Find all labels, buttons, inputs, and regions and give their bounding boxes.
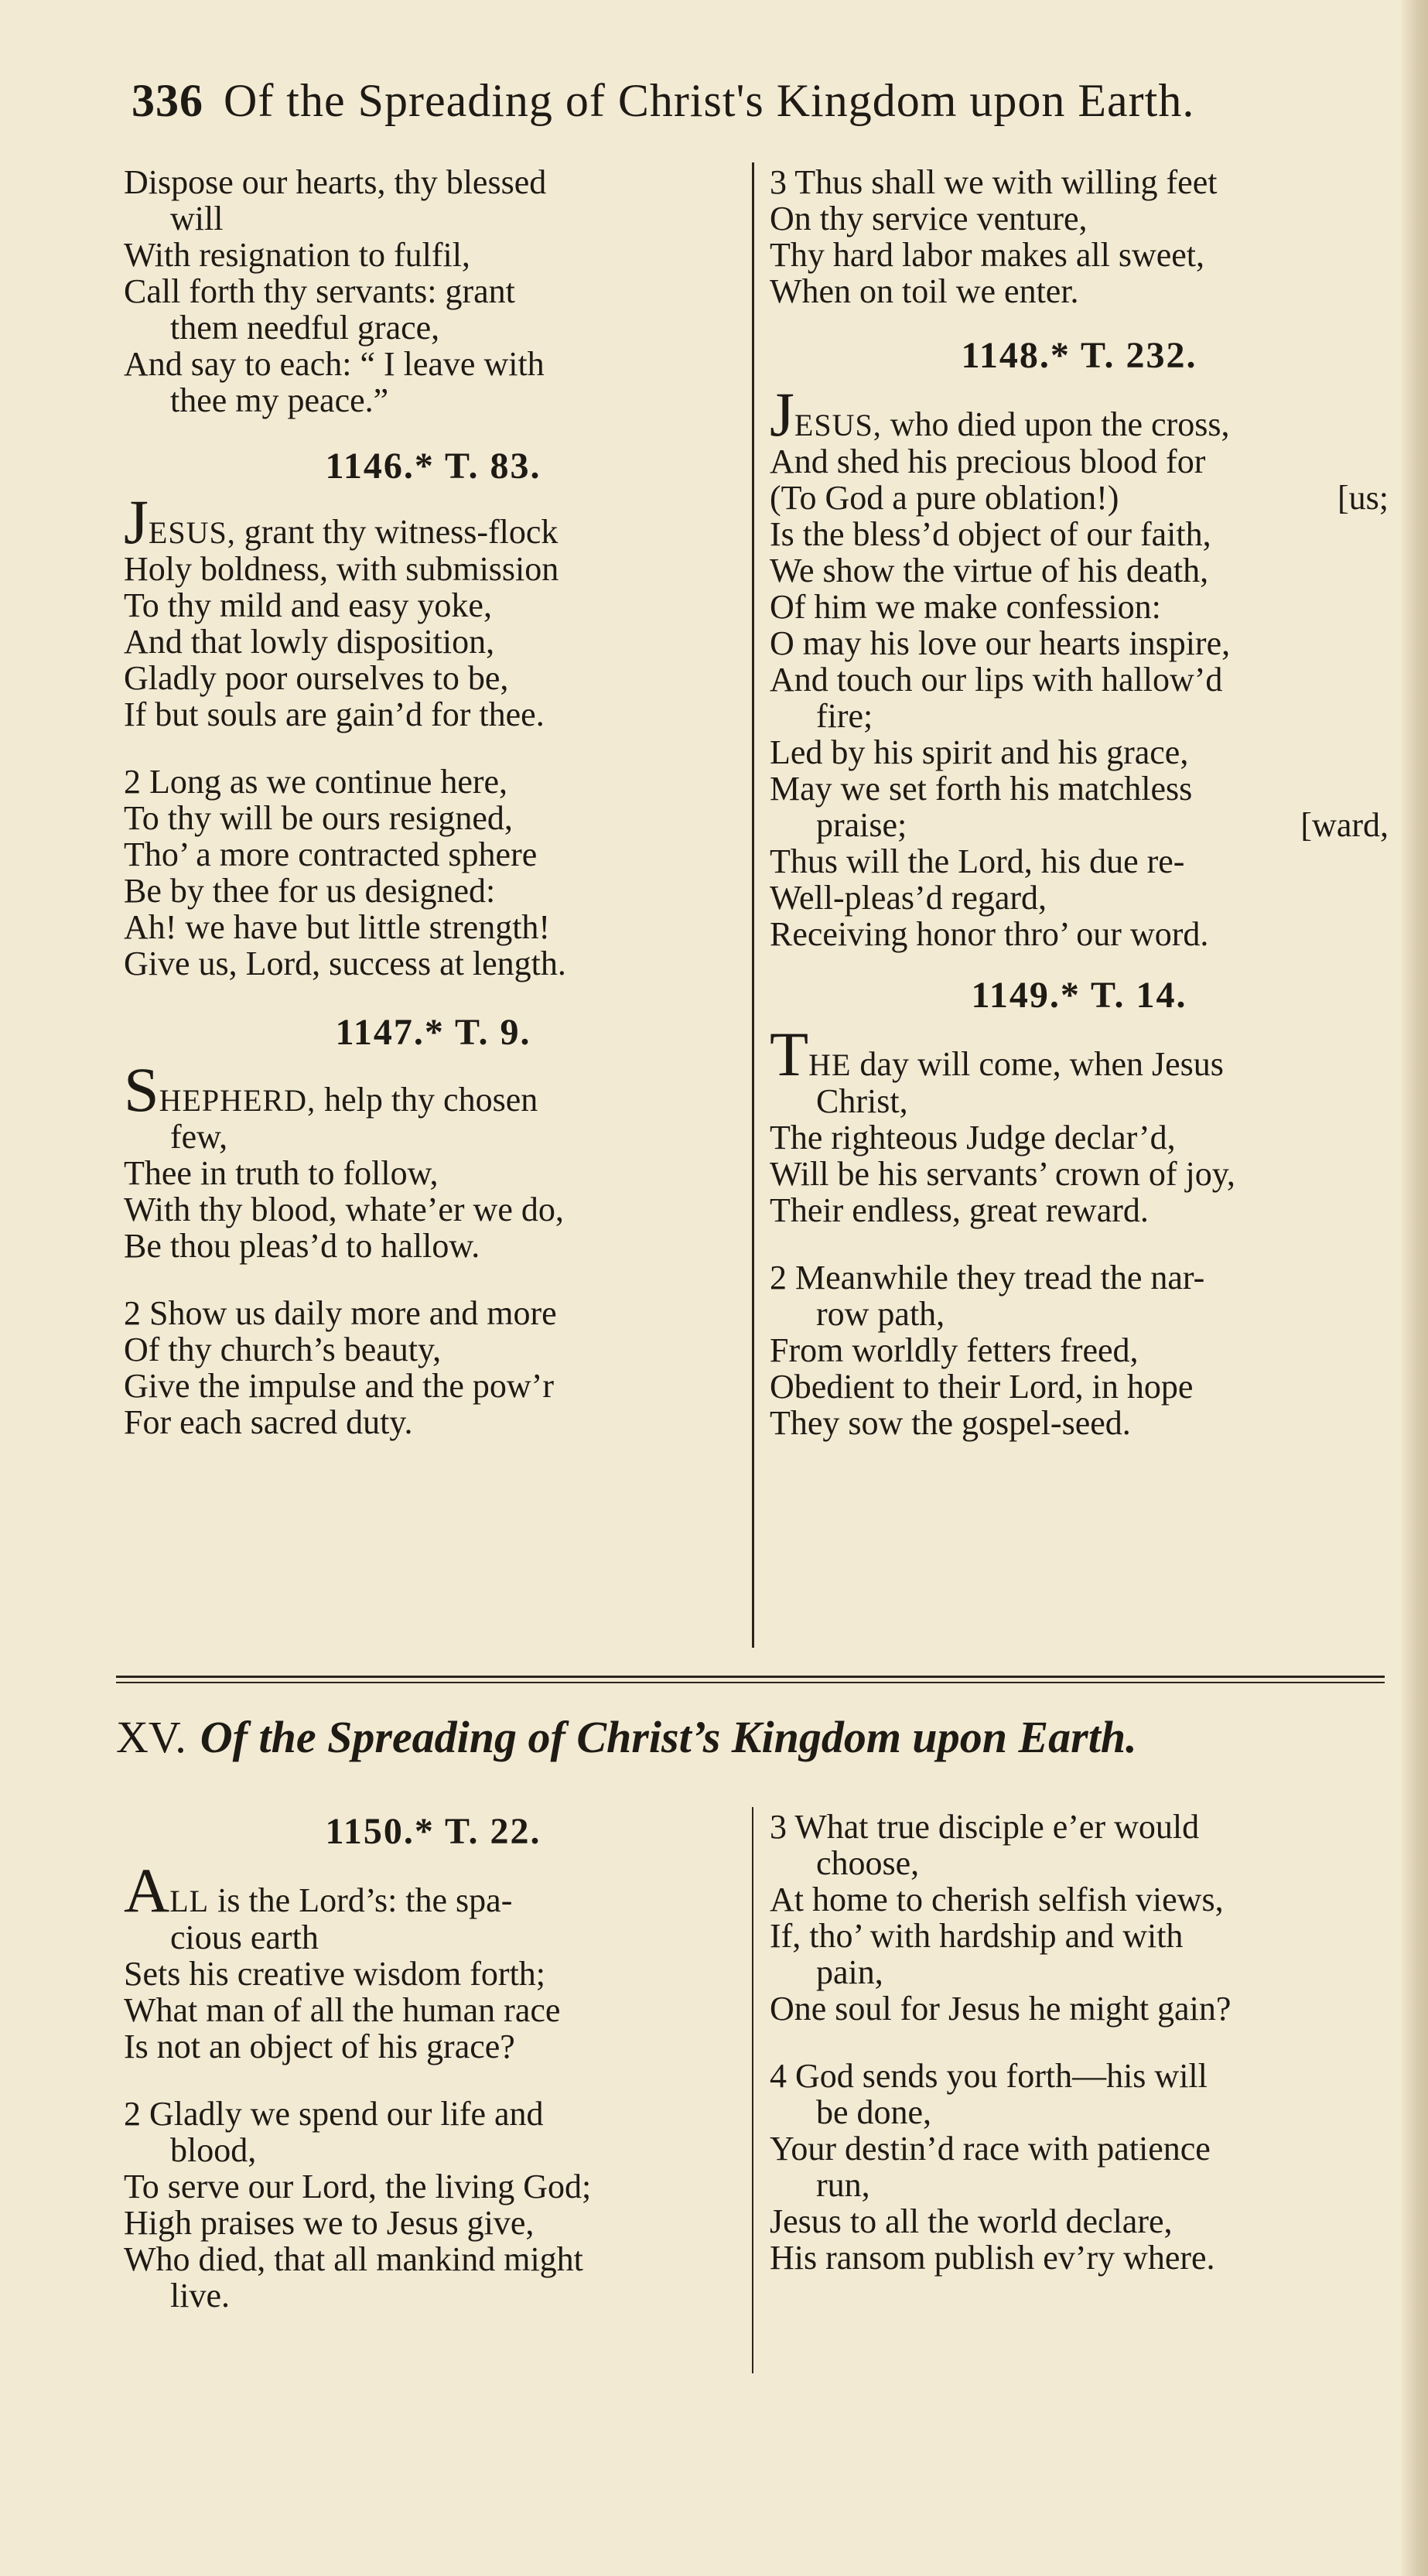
hymn-1148-first-line bbox=[770, 379, 1389, 449]
text-line: His ransom publish ev’ry where. bbox=[770, 2239, 1215, 2277]
text-line: thee my peace.” bbox=[170, 381, 389, 419]
text-line: And shed his precious blood for bbox=[770, 442, 1206, 480]
text-line: fire; bbox=[816, 697, 873, 735]
text-line: They sow the gospel-seed. bbox=[770, 1404, 1131, 1442]
line-text: (To God a pure oblation!) bbox=[770, 479, 1119, 517]
text-line: Receiving honor thro’ our word. bbox=[770, 915, 1209, 953]
text-line: 2 Show us daily more and more bbox=[124, 1294, 557, 1332]
text-line: them needful grace, bbox=[170, 309, 440, 347]
text-line: Thee in truth to follow, bbox=[124, 1154, 439, 1192]
text-line: Of thy church’s beauty, bbox=[124, 1331, 442, 1368]
hymn-heading-1150: 1150.* T. 22. bbox=[325, 1811, 541, 1852]
text-line: Be thou pleas’d to hallow. bbox=[124, 1227, 480, 1265]
text-line: cious earth bbox=[170, 1918, 319, 1956]
running-title: Of the Spreading of Christ's Kingdom upon Earth. bbox=[224, 75, 1195, 126]
first-line-rest: day will come, when Jesus bbox=[859, 1045, 1224, 1083]
text-line: Christ, bbox=[816, 1082, 908, 1120]
text-line: Jesus to all the world declare, bbox=[770, 2202, 1173, 2240]
text-line: From worldly fetters freed, bbox=[770, 1331, 1139, 1369]
text-line: If, tho’ with hardship and with bbox=[770, 1917, 1184, 1955]
bottom-right-column bbox=[770, 1809, 1389, 2276]
text-line: pain, bbox=[816, 1953, 883, 1991]
text-line: Tho’ a more contracted sphere bbox=[124, 835, 538, 873]
text-line: Thy hard labor makes all sweet, bbox=[770, 236, 1205, 274]
text-line: will bbox=[170, 200, 224, 237]
text-line: Is the bless’d object of our faith, bbox=[770, 515, 1211, 553]
hymn-heading-1148: 1148.* T. 232. bbox=[961, 335, 1197, 376]
text-line: Led by his spirit and his grace, bbox=[770, 733, 1189, 771]
text-line: Thus will the Lord, his due re- bbox=[770, 842, 1185, 880]
drop-cap: A bbox=[124, 1855, 170, 1925]
section-title bbox=[116, 1711, 1385, 1763]
column-divider-top bbox=[752, 162, 754, 1648]
drop-cap: J bbox=[770, 379, 794, 449]
text-line: Their endless, great reward. bbox=[770, 1191, 1149, 1229]
text-line: 2 Gladly we spend our life and bbox=[124, 2095, 544, 2133]
bottom-left-column bbox=[124, 1812, 743, 2314]
turnover-us: [us; bbox=[1337, 479, 1389, 517]
text-line: Give the impulse and the pow’r bbox=[124, 1367, 554, 1405]
first-word: HE bbox=[808, 1047, 852, 1082]
text-line: Call forth thy servants: grant bbox=[124, 272, 515, 310]
text-line: Of him we make confession: bbox=[770, 588, 1161, 626]
top-left-column bbox=[124, 164, 743, 1440]
top-right-column bbox=[770, 164, 1389, 1441]
text-line: On thy service venture, bbox=[770, 200, 1088, 237]
text-line: Holy boldness, with submission bbox=[124, 550, 559, 588]
turnover-ward: [ward, bbox=[1300, 806, 1389, 844]
text-line: run, bbox=[816, 2166, 870, 2204]
text-line: Is not an object of his grace? bbox=[124, 2028, 515, 2065]
text-line: be done, bbox=[816, 2093, 932, 2131]
text-line: 2 Long as we continue here, bbox=[124, 763, 508, 801]
hymn-1150-first-line bbox=[124, 1855, 743, 1925]
section-title-text: Of the Spreading of Christ’s Kingdom upon Earth. bbox=[200, 1712, 1137, 1762]
drop-cap: T bbox=[770, 1019, 809, 1089]
text-line: row path, bbox=[816, 1295, 945, 1333]
text-line: May we set forth his matchless bbox=[770, 770, 1193, 808]
drop-cap: S bbox=[124, 1054, 159, 1125]
first-word: HEPHERD, bbox=[159, 1083, 316, 1118]
hymn-heading-1147: 1147.* T. 9. bbox=[335, 1012, 531, 1053]
first-word: ESUS, bbox=[148, 515, 236, 550]
text-line: Well-pleas’d regard, bbox=[770, 879, 1047, 917]
text-line: With thy blood, whate’er we do, bbox=[124, 1191, 564, 1228]
text-line: O may his love our hearts inspire, bbox=[770, 624, 1231, 662]
text-line: Dispose our hearts, thy blessed bbox=[124, 163, 547, 201]
text-line: Will be his servants’ crown of joy, bbox=[770, 1155, 1235, 1193]
first-line-rest: grant thy witness-flock bbox=[244, 513, 559, 551]
column-divider-bottom bbox=[752, 1807, 753, 2373]
first-line-rest: help thy chosen bbox=[324, 1081, 538, 1119]
line-text: praise; bbox=[816, 806, 907, 844]
first-word: LL bbox=[169, 1884, 210, 1918]
first-word: ESUS, bbox=[794, 408, 882, 442]
text-line: To thy will be ours resigned, bbox=[124, 799, 513, 837]
drop-cap: J bbox=[124, 487, 149, 557]
text-line: At home to cherish selfish views, bbox=[770, 1881, 1224, 1918]
text-line: Give us, Lord, success at length. bbox=[124, 945, 566, 982]
text-line: And touch our lips with hallow’d bbox=[770, 661, 1223, 699]
first-line-rest: who died upon the cross, bbox=[890, 405, 1230, 443]
text-line: blood, bbox=[170, 2131, 257, 2169]
text-line: And that lowly disposition, bbox=[124, 623, 495, 661]
page-edge bbox=[1402, 0, 1428, 2576]
text-line: 3 Thus shall we with willing feet bbox=[770, 163, 1218, 201]
text-line: few, bbox=[170, 1118, 228, 1156]
text-line: High praises we to Jesus give, bbox=[124, 2204, 535, 2242]
hymn-1149-first-line bbox=[770, 1019, 1389, 1089]
text-line: When on toil we enter. bbox=[770, 272, 1079, 310]
running-header bbox=[132, 74, 1385, 136]
section-numeral: XV. bbox=[116, 1712, 186, 1762]
text-line: 3 What true disciple e’er would bbox=[770, 1808, 1200, 1846]
hymn-1147-first-line bbox=[124, 1054, 743, 1125]
text-line: 2 Meanwhile they tread the nar- bbox=[770, 1259, 1205, 1297]
text-line: 4 God sends you forth—his will bbox=[770, 2057, 1208, 2095]
text-line: Gladly poor ourselves to be, bbox=[124, 659, 509, 697]
text-line: Sets his creative wisdom forth; bbox=[124, 1955, 546, 1993]
text-line: One soul for Jesus he might gain? bbox=[770, 1990, 1232, 2028]
section-rule-upper bbox=[116, 1676, 1385, 1678]
text-line: And say to each: “ I leave with bbox=[124, 345, 545, 383]
first-line-rest: is the Lord’s: the spa- bbox=[217, 1881, 513, 1919]
text-line: If but souls are gain’d for thee. bbox=[124, 695, 545, 733]
text-line: Who died, that all mankind might bbox=[124, 2240, 583, 2278]
text-line: choose, bbox=[816, 1844, 920, 1882]
text-line bbox=[770, 480, 1389, 516]
hymn-1146-first-line bbox=[124, 487, 743, 557]
page-number: 336 bbox=[132, 75, 203, 126]
section-rule-lower bbox=[116, 1682, 1385, 1683]
text-line: Ah! we have but little strength! bbox=[124, 908, 551, 946]
text-line: With resignation to fulfil, bbox=[124, 236, 470, 274]
text-line: We show the virtue of his death, bbox=[770, 552, 1209, 589]
text-line bbox=[770, 807, 1389, 843]
text-line: What man of all the human race bbox=[124, 1991, 561, 2029]
text-line: Obedient to their Lord, in hope bbox=[770, 1368, 1194, 1406]
text-line: For each sacred duty. bbox=[124, 1403, 413, 1441]
text-line: Your destin’d race with patience bbox=[770, 2130, 1211, 2168]
hymn-heading-1149: 1149.* T. 14. bbox=[971, 975, 1187, 1016]
text-line: To serve our Lord, the living God; bbox=[124, 2168, 592, 2205]
text-line: The righteous Judge declar’d, bbox=[770, 1119, 1176, 1156]
hymn-heading-1146: 1146.* T. 83. bbox=[325, 446, 541, 487]
text-line: Be by thee for us designed: bbox=[124, 872, 496, 910]
text-line: live. bbox=[170, 2277, 230, 2315]
text-line: To thy mild and easy yoke, bbox=[124, 586, 492, 624]
